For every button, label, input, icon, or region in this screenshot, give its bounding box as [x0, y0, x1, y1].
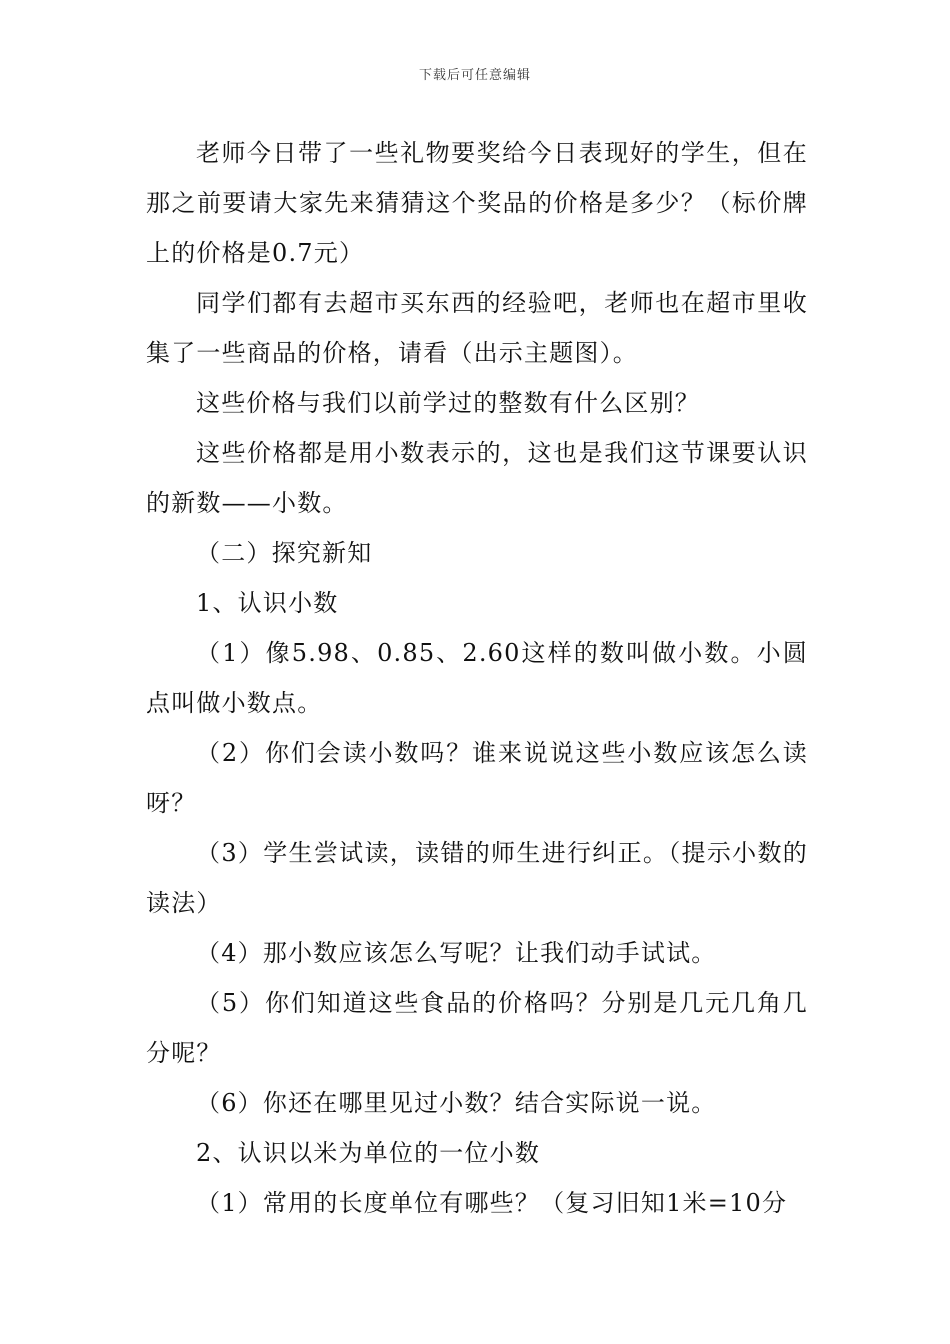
- paragraph-item-1: （1）像5.98、0.85、2.60这样的数叫做小数。小圆点叫做小数点。: [146, 639, 808, 717]
- paragraph-item-4: （4）那小数应该怎么写呢？让我们动手试试。: [196, 939, 717, 967]
- paragraph-gift-price: 老师今日带了一些礼物要奖给今日表现好的学生，但在那之前要请大家先来猜猜这个奖品的价格是多少？（标价牌上的价格是0.7元）: [146, 139, 808, 267]
- section-heading-explore: （二）探究新知: [196, 539, 373, 567]
- subheading-know-decimals: 1、认识小数: [196, 589, 339, 617]
- paragraph-difference-question: 这些价格与我们以前学过的整数有什么区别？: [196, 389, 700, 417]
- paragraph-item-5: （5）你们知道这些食品的价格吗？分别是几元几角几分呢？: [146, 989, 808, 1067]
- page-header-note: 下载后可任意编辑: [418, 68, 531, 83]
- paragraph-item-6: （6）你还在哪里见过小数？结合实际说一说。: [196, 1089, 717, 1117]
- paragraph-decimal-intro: 这些价格都是用小数表示的，这也是我们这节课要认识的新数——小数。: [146, 439, 808, 517]
- paragraph-supermarket: 同学们都有去超市买东西的经验吧，老师也在超市里收集了一些商品的价格，请看（出示主题图）。: [146, 289, 808, 367]
- subheading-meter-decimals: 2、认识以米为单位的一位小数: [196, 1139, 541, 1167]
- paragraph-length-units: （1）常用的长度单位有哪些？（复习旧知1米=10分: [196, 1189, 788, 1217]
- paragraph-item-3: （3）学生尝试读，读错的师生进行纠正。（提示小数的读法）: [146, 839, 808, 917]
- document-body: [146, 128, 808, 1228]
- paragraph-item-2: （2）你们会读小数吗？谁来说说这些小数应该怎么读呀？: [146, 739, 808, 817]
